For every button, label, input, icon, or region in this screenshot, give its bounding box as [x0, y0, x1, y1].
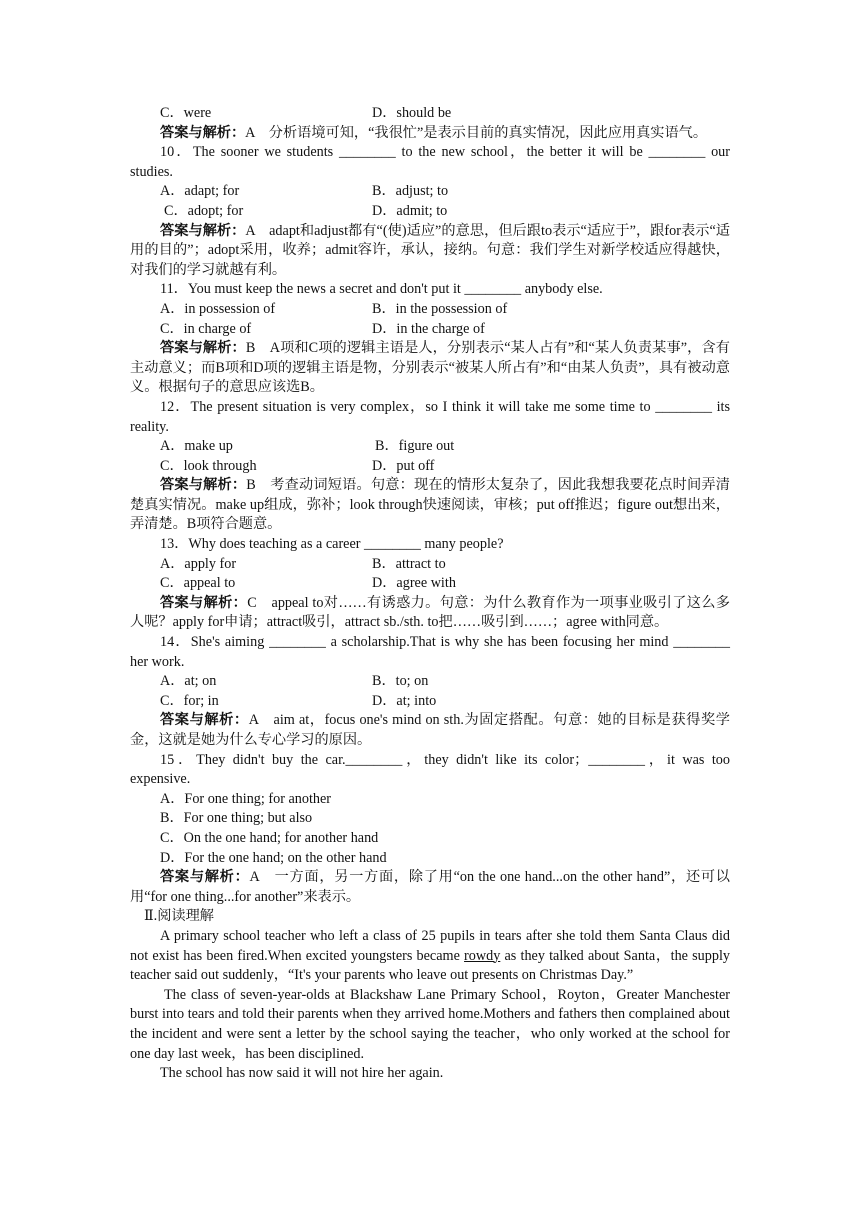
answer-text: B A项和C项的逻辑主语是人，分别表示“某人占有”和“某人负责某事”，含有主动意义；而B项和D项的逻辑主语是物，分别表示“被某人所占有”和“由某人负责”，具有被动意义。根据句子的意思应该选B。 — [130, 340, 730, 396]
q10-options-row-1 — [130, 182, 730, 202]
q15-option-b: B．For one thing; but also — [160, 810, 313, 827]
q11-option-d: D．in the charge of — [372, 320, 485, 337]
q15-option-b-row — [130, 809, 730, 829]
answer-text: A aim at，focus one's mind on sth.为固定搭配。句意：她的目标是获得奖学金，这就是她为什么专心学习的原因。 — [130, 712, 730, 748]
answer-label: 答案与解析： — [160, 594, 248, 611]
q15-option-a: A．For one thing; for another — [160, 790, 332, 807]
q14-option-d: D．at; into — [372, 692, 437, 709]
q13-options-row-2 — [130, 574, 730, 594]
reading-paragraph-3: The school has now said it will not hire her again. — [160, 1065, 444, 1082]
document-body — [130, 104, 730, 1084]
answer-text: C appeal to对……有诱惑力。句意：为什么教育作为一项事业吸引了这么多人呢？apply for申请；attract吸引，attract sb./sth. to把……吸引到……；agree with同意。 — [130, 594, 730, 631]
q15-option-d: D．For the one hand; on the other hand — [160, 849, 387, 866]
q13-option-a: A．apply for — [160, 555, 237, 572]
q11-option-c: C．in charge of — [160, 320, 252, 337]
q13-stem: 13．Why does teaching as a career ________ many people? — [160, 536, 504, 553]
q13-option-c: C．appeal to — [160, 575, 236, 592]
q10-option-d: D．admit; to — [372, 202, 448, 219]
answer-label: 答案与解析： — [160, 869, 250, 886]
q14-option-a: A．at; on — [160, 673, 217, 690]
answer-label: 答案与解析： — [160, 477, 247, 494]
q11-options-row-2 — [130, 320, 730, 340]
q12-option-a: A．make up — [160, 438, 233, 455]
answer-label: 答案与解析： — [160, 222, 246, 239]
q12-option-b: B．figure out — [375, 438, 455, 455]
q10-stem: 10．The sooner we students ________ to the new school，the better it will be ________ our studies. — [130, 144, 730, 180]
q11-answer — [130, 339, 730, 398]
answer-text: A 分析语境可知，“我很忙”是表示目前的真实情况，因此应用真实语气。 — [245, 124, 708, 141]
q14-answer — [130, 711, 730, 750]
answer-text: A 一方面，另一方面，除了用“on the one hand...on the other hand”，还可以用“for one thing...for another”来表示。 — [130, 869, 730, 905]
q12-option-c: C．look through — [160, 457, 257, 474]
q11-options-row-1 — [130, 300, 730, 320]
q12-option-d: D．put off — [372, 457, 435, 474]
answer-text: A adapt和adjust都有“(使)适应”的意思，但后跟to表示“适应于”，跟for表示“适用的目的”；adopt采用，收养；admit容许，承认，接纳。句意：我们学生对新学校适应得越快，对我们的学习就越有利。 — [130, 222, 730, 278]
q14-option-c: C．for; in — [160, 692, 219, 709]
q14-options-row-2 — [130, 692, 730, 712]
q13-option-d: D．agree with — [372, 575, 456, 592]
q15-option-c-row — [130, 829, 730, 849]
answer-label: 答案与解析： — [160, 124, 246, 141]
q12-answer — [130, 476, 730, 535]
reading-underlined-word: rowdy — [464, 947, 501, 964]
q10-answer — [130, 222, 730, 281]
answer-label: 答案与解析： — [160, 340, 246, 357]
q9-options-row — [130, 104, 730, 124]
q14-stem: 14．She's aiming ________ a scholarship.That is why she has been focusing her mind ________ her work. — [130, 634, 730, 670]
q9-option-d: D．should be — [372, 105, 452, 121]
q10-options-row-2 — [130, 202, 730, 222]
q13-option-b: B．attract to — [372, 555, 446, 572]
q11-option-b: B．in the possession of — [372, 300, 508, 317]
q11-option-a: A．in possession of — [160, 300, 276, 317]
q9-answer — [130, 124, 730, 144]
q15-option-c: C．On the one hand; for another hand — [160, 829, 379, 846]
q13-options-row-1 — [130, 555, 730, 575]
q14-option-b: B．to; on — [372, 673, 429, 690]
answer-text: B 考查动词短语。句意：现在的情形太复杂了，因此我想我要花点时间弄清楚真实情况。make up组成，弥补；look through快速阅读，审核；put off推迟；figure out想出来，弄清楚。B项符合题意。 — [130, 477, 730, 533]
answer-label: 答案与解析： — [160, 712, 249, 729]
q15-answer — [130, 868, 730, 907]
q15-stem: 15．They didn't buy the car.________，they didn't like its color；________，it was too expensive. — [130, 751, 730, 788]
reading-p1-before: A primary school teacher who left a class of 25 pupils in tears after she told them Santa Claus did not exist has been fired.When excited youngsters became — [130, 927, 730, 964]
q12-stem: 12．The present situation is very complex，so I think it will take me some time to ________ its reality. — [130, 398, 730, 435]
q12-options-row-1 — [130, 437, 730, 457]
reading-paragraph-1 — [130, 927, 730, 986]
q10-option-b: B．adjust; to — [372, 183, 449, 200]
section-title-reading: Ⅱ.阅读理解 — [144, 908, 214, 925]
q10-option-a: A．adapt; for — [160, 183, 240, 200]
q13-answer — [130, 594, 730, 633]
reading-paragraph-2: The class of seven-year-olds at Blackshaw Lane Primary School，Royton，Greater Manchester burst into tears and told their parents when they arrived home.Mothers and fathers then complained about the incident and were sent a letter by the school saying the teacher，who only worked at the school for one day last week，has been disciplined. — [130, 986, 730, 1062]
q15-option-a-row — [130, 790, 730, 810]
q10-option-c: C．adopt; for — [164, 202, 244, 219]
q14-options-row-1 — [130, 672, 730, 692]
q15-option-d-row — [130, 849, 730, 869]
q12-options-row-2 — [130, 457, 730, 477]
q11-stem: 11．You must keep the news a secret and don't put it ________ anybody else. — [160, 281, 603, 298]
q9-option-c: C．were — [160, 105, 212, 121]
reading-p1-after: as they talked about Santa，the supply teacher said out suddenly，“It's your parents who leave out presents on Christmas Day.” — [130, 947, 730, 984]
